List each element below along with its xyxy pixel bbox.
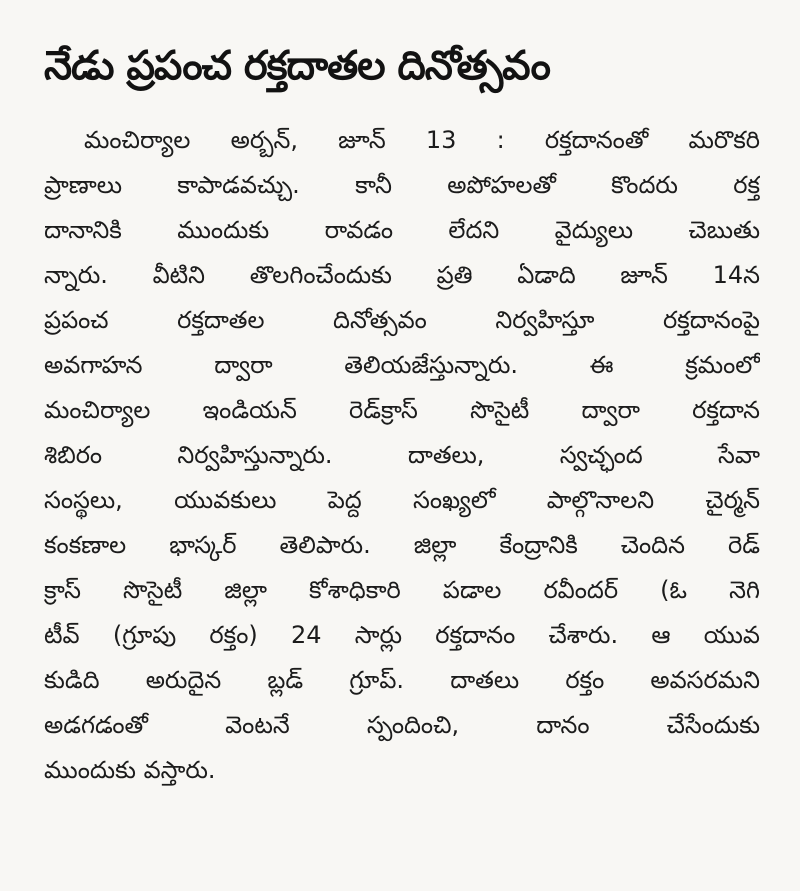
article-line: మంచిర్యాల ఇండియన్ రెడ్‌క్రాస్ సొసైటీ ద్వారా రక్తదాన [44,396,760,424]
article-line: టీవ్ (గ్రూపు రక్తం) 24 సార్లు రక్తదానం చేశారు. ఆ యువ [44,621,760,649]
article-body [44,118,760,793]
page-bottom-edge [0,870,800,891]
article-line: మంచిర్యాల అర్బన్, జూన్ 13 : రక్తదానంతో మరొకరి [84,126,760,154]
article-line: న్నారు. వీటిని తొలగించేందుకు ప్రతి ఏడాది జూన్ 14న [44,261,760,289]
article-line: ముందుకు వస్తారు. [44,756,216,784]
article-line: క్రాస్ సొసైటీ జిల్లా కోశాధికారి పడాల రవీందర్ (ఓ నెగి [44,576,760,604]
article-line: శిబిరం నిర్వహిస్తున్నారు. దాతలు, స్వచ్ఛంద సేవా [44,441,760,469]
article-line: దానానికి ముందుకు రావడం లేదని వైద్యులు చెబుతు [44,216,760,244]
article-headline: నేడు ప్రపంచ రక్తదాతల దినోత్సవం [44,43,550,89]
article-line: ప్రాణాలు కాపాడవచ్చు. కానీ అపోహలతో కొందరు రక్త [44,171,760,199]
article-line: అవగాహన ద్వారా తెలియజేస్తున్నారు. ఈ క్రమంలో [44,351,760,379]
article-line: అడగడంతో వెంటనే స్పందించి, దానం చేసేందుకు [44,711,760,739]
article-line: కుడిది అరుదైన బ్లడ్ గ్రూప్. దాతలు రక్తం అవసరమని [44,666,760,694]
article-line: సంస్థలు, యువకులు పెద్ద సంఖ్యలో పాల్గొనాలని చైర్మన్ [44,486,760,514]
article-line: కంకణాల భాస్కర్ తెలిపారు. జిల్లా కేంద్రానికి చెందిన రెడ్ [44,531,760,559]
article-line: ప్రపంచ రక్తదాతల దినోత్సవం నిర్వహిస్తూ రక్తదానంపై [44,306,760,334]
